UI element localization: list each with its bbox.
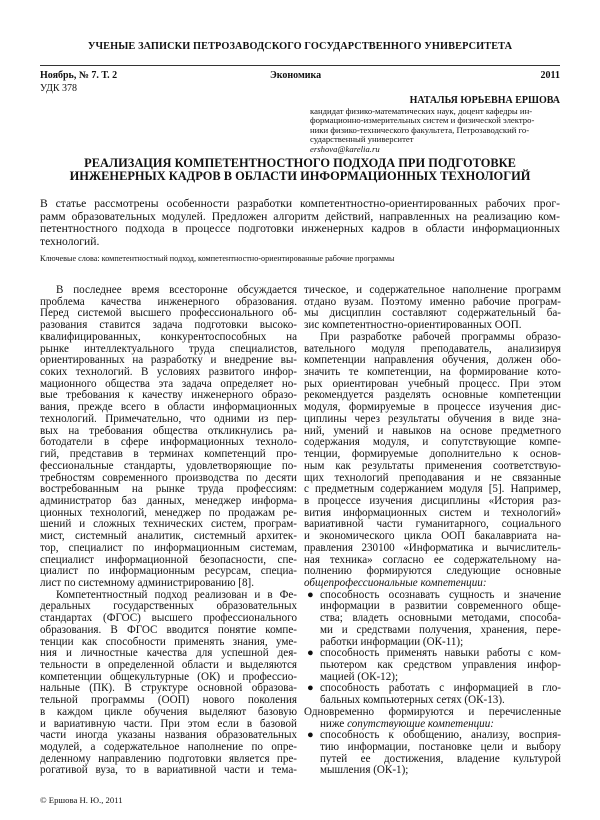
text-line-content: информации в развитии современного обще- <box>320 600 561 613</box>
journal-title: УЧЕНЫЕ ЗАПИСКИ ПЕТРОЗАВОДСКОГО ГОСУДАРСТВЕННОГО УНИВЕРСИТЕТА <box>87 41 513 52</box>
text-line: гий, представив в терминах компетенций про- <box>40 448 297 461</box>
text-line: специалист информационной безопасности, спе- <box>40 553 297 566</box>
text-line-content: способность осознавать сущность и значение <box>320 588 561 601</box>
text-line: В последнее время всесторонне обсуждается <box>56 284 297 296</box>
bullet-item <box>304 730 561 777</box>
text-line: вые требования к качеству инженерного образо- <box>40 389 297 402</box>
text-line: циалист по информационным ресурсам, специа- <box>40 565 297 578</box>
text-line-content: способность применять навыки работы с ком- <box>320 647 561 660</box>
paragraph <box>40 590 297 778</box>
text-line: модулей, а содержательное наполнение по опре- <box>40 741 297 754</box>
text-line: мы дисциплин составляют содержательный ба- <box>304 307 561 320</box>
text-line: квалифицированных, конкурентоспособных на <box>40 330 297 343</box>
text-line <box>304 695 561 707</box>
article-title <box>0 157 600 183</box>
abstract-line: технологий. <box>40 235 100 249</box>
text-line: требностям современного производства по десяти <box>40 471 297 484</box>
text-line: ная техника» согласно ее содержательному на- <box>304 553 561 566</box>
text-line: с предметным содержанием модуля [5]. Например, <box>304 483 561 496</box>
text-line: рынке интеллектуального труда специалистов, <box>40 342 297 355</box>
text-line: вых на требования общества откликнулись ра- <box>40 424 297 437</box>
text-line: значить те компетенции, на формирование кото- <box>304 366 561 379</box>
abstract <box>40 198 560 249</box>
text-line: администратор баз данных, менеджер информа- <box>40 494 297 507</box>
copyright: © Ершова Н. Ю., 2011 <box>40 795 123 805</box>
text-line: деральных государственных образовательных <box>40 600 297 613</box>
affiliation-line: ники физико-технического факультета, Петрозаводский го- <box>310 124 530 135</box>
paragraph <box>40 285 297 590</box>
text-line: образования. В ФГОС вводится понятие компе- <box>40 623 297 636</box>
text-line: разования ставится задача подготовки высоко- <box>40 319 297 332</box>
text-line-content: ми и средствами получения, хранения, пере- <box>320 623 561 636</box>
text-line-content: мышления (ОК-1); <box>320 764 409 777</box>
author-email-link[interactable]: ershova@karelia.ru <box>310 143 380 154</box>
affiliation-line: кандидат физико-математических наук, доцент кафедры ин- <box>310 106 533 116</box>
text-line-content: ства; владеть основными методами, способа- <box>320 612 561 625</box>
text-line <box>304 765 561 777</box>
title-line: РЕАЛИЗАЦИЯ КОМПЕТЕНТНОСТНОГО ПОДХОДА ПРИ ПОДГОТОВКЕ <box>84 156 516 170</box>
text-line-content: бальных компьютерных сетях (ОК-13). <box>320 694 505 707</box>
text-line-content: тию информации, постановке цели и выбору <box>320 741 561 754</box>
udk-code: УДК 378 <box>40 83 78 94</box>
title-line: ИНЖЕНЕРНЫХ КАДРОВ В ОБЛАСТИ ИНФОРМАЦИОННЫХ ТЕХНОЛОГИЙ <box>69 169 531 183</box>
header-rule <box>40 65 560 66</box>
text-line: вития информационных систем и технологий» <box>304 506 561 519</box>
text-line: циплины через результаты обучения в виде зна- <box>304 412 561 425</box>
abstract-line: петентностного подхода в процессе подготовки инженерных кадров в области информационных <box>40 222 560 236</box>
text-line: вариативной части гуманитарного, социального <box>304 518 561 531</box>
text-line: части иногда указаны названия образовательных <box>40 729 297 742</box>
paragraph <box>304 707 561 730</box>
text-line: тическое, и содержательное наполнение программ <box>304 284 561 296</box>
text-line: отдано вузам. Поэтому именно рабочие програм- <box>304 295 561 308</box>
text-line-content: способность к обобщению, анализу, восприя- <box>320 729 561 742</box>
text-line: щих технологий преподавания и не связанные <box>304 471 561 484</box>
text-line: проблема качества инженерного образования. <box>40 295 297 308</box>
italic-line: общепрофессиональные компетенции: <box>304 576 487 589</box>
issue-number: Ноябрь, № 7. Т. 2 <box>40 70 118 81</box>
text-line: компетенции общекультурные (ОК) и профессио- <box>40 670 297 683</box>
text-line: соких технологий. В условиях развитого инфор- <box>40 366 297 379</box>
text-line-content: работки информации (ОК-11); <box>320 635 464 648</box>
text-line: стандартах (ФГОС) высшего профессионального <box>40 612 297 625</box>
author-affiliation <box>310 107 560 154</box>
text-line: рекомендуется разделять основные компетенции <box>304 389 561 402</box>
paragraph <box>304 285 561 332</box>
text-line: ний, умений и навыков на основе предметного <box>304 424 561 437</box>
text-line-content: способность работать с информацией в гло- <box>320 682 561 695</box>
bullet-icon: ● <box>307 647 314 660</box>
keywords: Ключевые слова: компетентностный подход, компетентностно-ориентированные рабочие программы <box>40 254 395 263</box>
bullet-item <box>304 590 561 649</box>
text-line-content: пьютером как средством управления инфор- <box>320 659 561 671</box>
text-line: компетенции направления обучения, должен обо- <box>304 354 561 367</box>
affiliation-line: формационно-измерительных систем и физической электро- <box>310 115 535 126</box>
text-line: полнению формируются следующие основные <box>304 565 561 578</box>
text-line: мационного общества эта задача определяет но- <box>40 377 297 390</box>
text-line: ния и личностные качества для успешной дея- <box>40 647 297 660</box>
bullet-item <box>304 683 561 706</box>
bullet-icon: ● <box>307 729 314 742</box>
author-name: НАТАЛЬЯ ЮРЬЕВНА ЕРШОВА <box>409 95 560 106</box>
text-line: вания, прежде всего в области информационных <box>40 401 297 414</box>
text-line: рых ориентирован учебный процесс. При этом <box>304 377 561 390</box>
text-line: и вариативную части. При этом если в базовой <box>40 717 297 730</box>
text-line: Компетентностный подход реализован и в Фе- <box>56 588 297 601</box>
abstract-line: В статье рассмотрены особенности разработки компетентностно-ориентированных рабочих прог- <box>40 197 560 210</box>
text-line: в процессе изучения дисциплины «История раз- <box>304 494 561 507</box>
text-line: фессиональные стандарты, удовлетворяющие по- <box>40 459 297 472</box>
text-line: модуля, формируемые в процессе изучения дис- <box>304 401 561 414</box>
text-line: мист, системный аналитик, системный архитек- <box>40 530 297 543</box>
year: 2011 <box>540 70 560 81</box>
text-line: технологий. Примечательно, что одними из пер- <box>40 412 297 425</box>
italic-term: сопутствующие компетенции: <box>347 717 494 730</box>
text-line-content: ниже <box>320 717 348 730</box>
text-line: ботодатели в сфере информационных техноло- <box>40 436 297 449</box>
text-line-content: путей ее достижения, владение культурой <box>320 752 561 765</box>
bullet-item <box>304 648 561 683</box>
text-line: и экономического цикла ООП бакалавриата на- <box>304 530 561 543</box>
text-line: в каждом цикле обучения выделяют базовую <box>40 705 297 718</box>
text-line: востребованным на рынке труда профессиям: <box>40 483 297 496</box>
text-line: тор, специалист по информационным системам, <box>40 541 297 554</box>
text-line: рогативой вуза, то в вариативной части и тема- <box>40 764 297 777</box>
bullet-icon: ● <box>307 588 314 601</box>
abstract-line: рамм образовательных модулей. Предложен алгоритм действий, направленных на реализацию ком- <box>40 209 560 223</box>
text-line: деленному направлению подготовки является пре- <box>40 752 297 765</box>
text-line: Одновременно формируются и перечисленные <box>304 705 561 718</box>
section-name: Экономика <box>270 70 322 81</box>
text-line: ориентированных на разработку и внедрение вы- <box>40 354 297 367</box>
left-column <box>40 285 297 777</box>
text-line: зис компетентностно-ориентированных ООП. <box>304 319 522 332</box>
right-column <box>304 285 561 777</box>
paragraph <box>304 332 561 590</box>
text-line: тенции, формируемые дополнительно к основ- <box>304 448 561 461</box>
text-line: содержания модуля, и сопутствующие компе- <box>304 436 561 449</box>
text-line: тельной программы (ООП) нового поколения <box>40 694 297 707</box>
affiliation-line: сударственный университет <box>310 134 414 145</box>
text-line: шений и сложных технических систем, програм- <box>40 518 297 531</box>
text-line: тельности в определенной области и выделяются <box>40 659 297 671</box>
text-line: нальные (ПК). В структуре основной образова- <box>40 682 297 695</box>
bullet-icon: ● <box>307 682 314 695</box>
text-line: вательного модуля преподаватель, анализируя <box>304 342 561 355</box>
text-line: ным как результаты применения соответствую- <box>304 459 561 472</box>
text-line: При разработке рабочей программы образо- <box>320 330 561 343</box>
text-line: ционных технологий, менеджер по продажам ре- <box>40 506 297 519</box>
text-line: тенции как способности применять знания, уме- <box>40 635 297 648</box>
text-line: Перед системой высшего профессионального об- <box>40 307 297 320</box>
text-line: лист по системному администрированию [8]. <box>40 576 255 589</box>
text-line-content: мацией (ОК-12); <box>320 670 399 683</box>
text-line: правления 230100 «Информатика и вычислитель- <box>304 541 561 554</box>
